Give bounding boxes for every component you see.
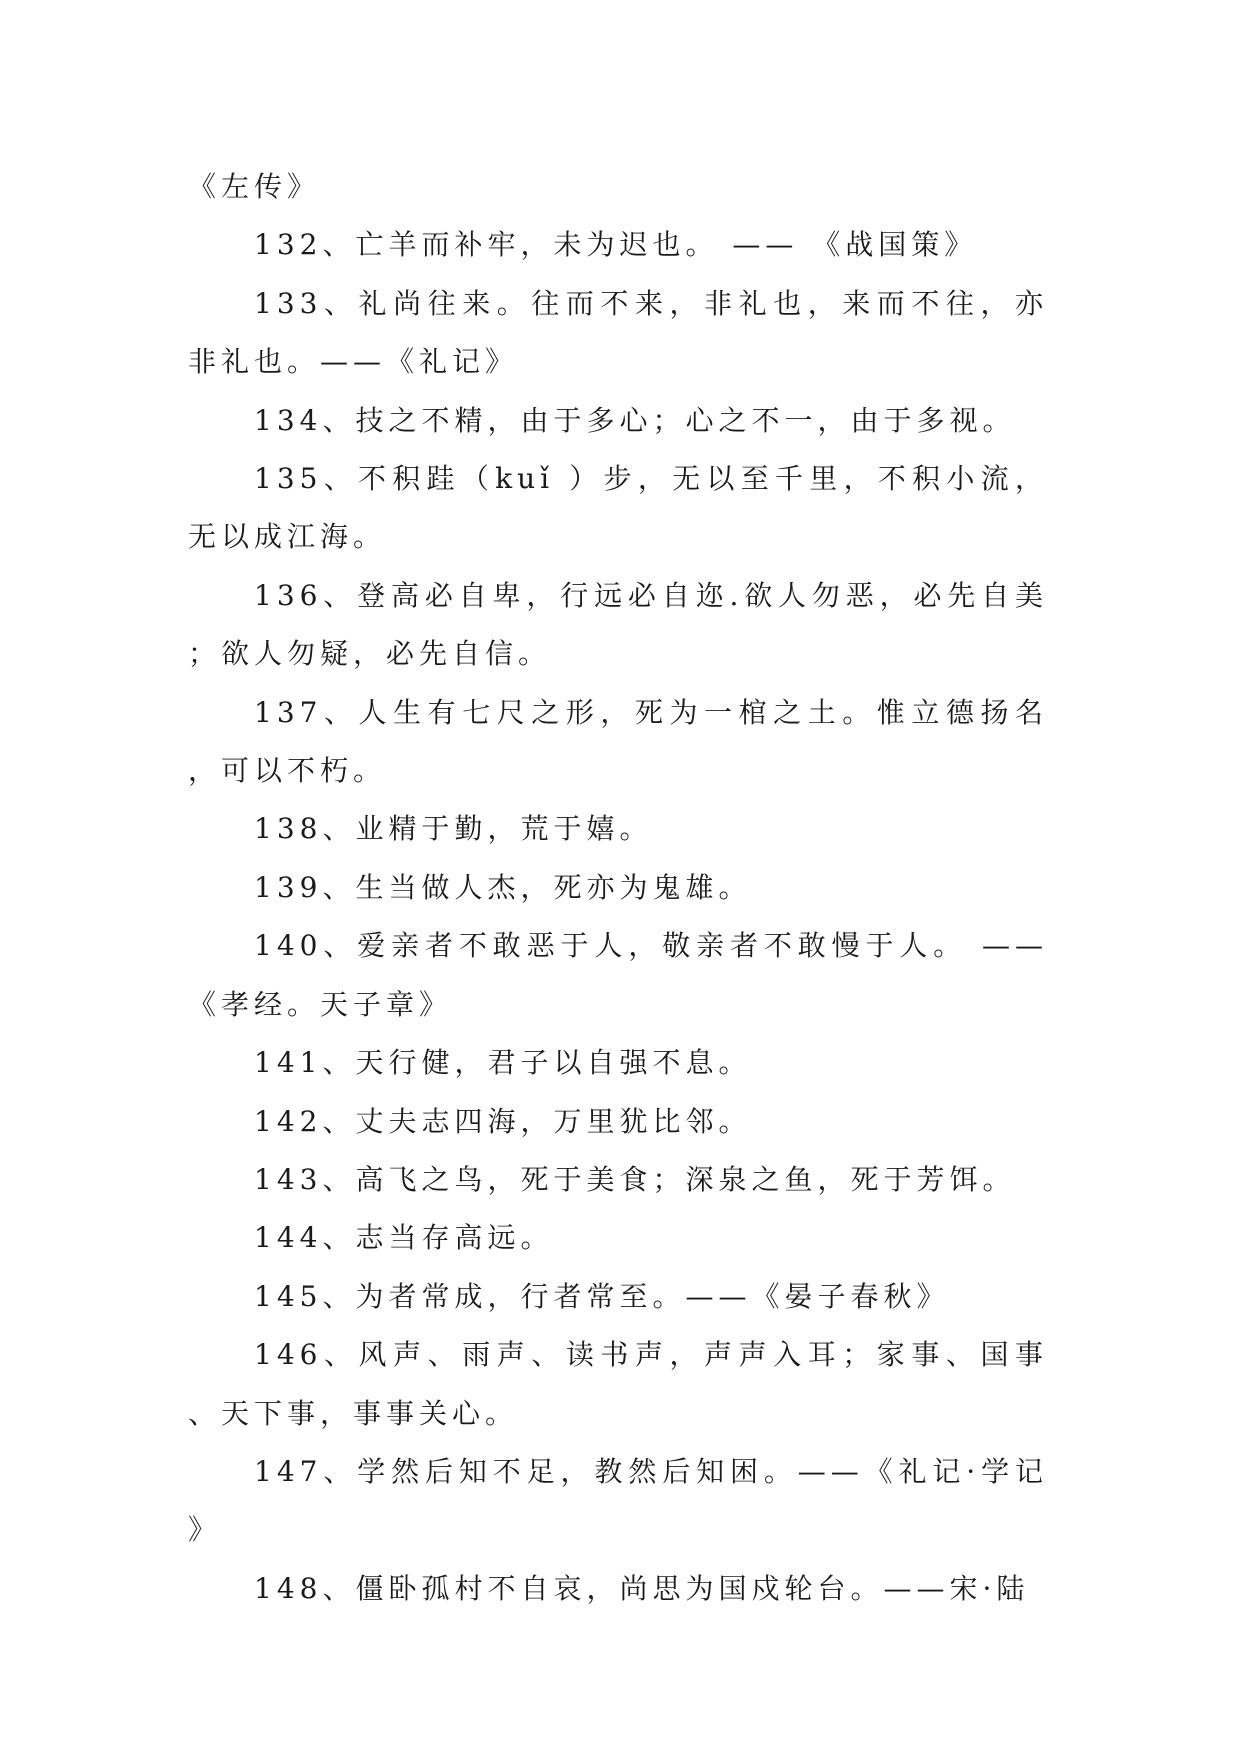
paragraph-147: 147、学然后知不足，教然后知困。——《礼记·学记》: [188, 1454, 1048, 1547]
paragraph-132: 132、亡羊而补牢，未为迟也。 —— 《战国策》: [254, 228, 978, 262]
paragraph-145: 145、为者常成，行者常至。——《晏子春秋》: [254, 1279, 950, 1313]
paragraph-141: 141、天行健，君子以自强不息。: [254, 1046, 752, 1080]
paragraph-136: 136、登高必自卑，行远必自迩.欲人勿恶，必先自美；欲人勿疑，必先自信。: [188, 578, 1048, 671]
paragraph-142: 142、丈夫志四海，万里犹比邻。: [254, 1104, 752, 1138]
paragraph-139: 139、生当做人杰，死亦为鬼雄。: [254, 870, 752, 904]
paragraph-133: 133、礼尚往来。往而不来，非礼也，来而不往，亦非礼也。——《礼记》: [188, 286, 1048, 379]
paragraph-135: 135、不积跬（kuǐ ）步，无以至千里，不积小流，无以成江海。: [188, 462, 1048, 554]
paragraph-140: 140、爱亲者不敢恶于人，敬亲者不敢慢于人。 ——《孝经。天子章》: [188, 929, 1048, 1021]
document-body: [188, 158, 1048, 1618]
paragraph-134: 134、技之不精，由于多心；心之不一，由于多视。: [254, 403, 1016, 437]
paragraph-148: 148、僵卧孤村不自哀，尚思为国戍轮台。——宋·陆: [254, 1571, 1030, 1605]
paragraph-137: 137、人生有七尺之形，死为一棺之土。惟立德扬名，可以不朽。: [188, 695, 1048, 788]
paragraph-146: 146、风声、雨声、读书声，声声入耳；家事、国事、天下事，事事关心。: [188, 1338, 1048, 1430]
paragraph-143: 143、高飞之鸟，死于美食；深泉之鱼，死于芳饵。: [254, 1162, 1016, 1196]
paragraph-source-continuation: 《左传》: [188, 170, 321, 203]
paragraph-138: 138、业精于勤，荒于嬉。: [254, 812, 653, 846]
paragraph-144: 144、志当存高远。: [254, 1221, 554, 1255]
